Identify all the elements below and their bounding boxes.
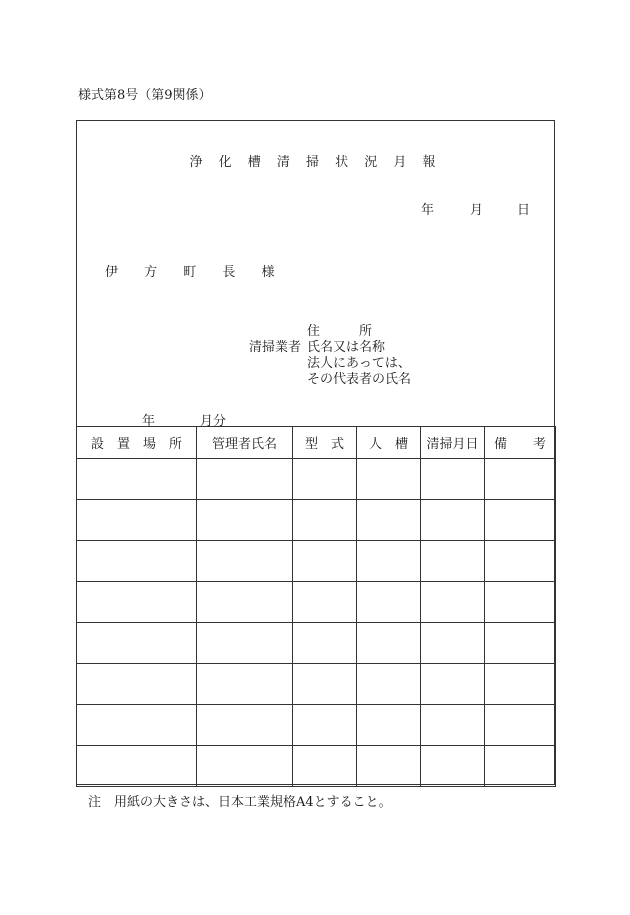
cell-capacity[interactable] xyxy=(357,459,421,500)
cell-cleaning-date[interactable] xyxy=(421,541,485,582)
table-row xyxy=(77,623,556,664)
cell-installation-location[interactable] xyxy=(77,664,197,705)
cell-manager-name[interactable] xyxy=(197,705,293,746)
cell-capacity[interactable] xyxy=(357,582,421,623)
header-capacity: 人 槽 xyxy=(357,427,421,459)
cell-remarks[interactable] xyxy=(485,664,556,705)
cell-manager-name[interactable] xyxy=(197,582,293,623)
header-model: 型 式 xyxy=(293,427,357,459)
cell-manager-name[interactable] xyxy=(197,459,293,500)
cell-remarks[interactable] xyxy=(485,459,556,500)
cell-capacity[interactable] xyxy=(357,541,421,582)
cell-remarks[interactable] xyxy=(485,705,556,746)
addressee: 伊 方 町 長 様 xyxy=(105,265,286,280)
cell-capacity[interactable] xyxy=(357,664,421,705)
table-row xyxy=(77,541,556,582)
cell-cleaning-date[interactable] xyxy=(421,500,485,541)
cell-model[interactable] xyxy=(293,705,357,746)
cell-remarks[interactable] xyxy=(485,541,556,582)
cell-manager-name[interactable] xyxy=(197,500,293,541)
date-day-label: 日 xyxy=(517,203,531,218)
form-number: 様式第8号（第9関係） xyxy=(78,88,212,103)
cell-remarks[interactable] xyxy=(485,746,556,787)
cell-capacity[interactable] xyxy=(357,623,421,664)
cell-installation-location[interactable] xyxy=(77,746,197,787)
cell-installation-location[interactable] xyxy=(77,705,197,746)
cell-installation-location[interactable] xyxy=(77,582,197,623)
cell-capacity[interactable] xyxy=(357,500,421,541)
cell-model[interactable] xyxy=(293,582,357,623)
cell-installation-location[interactable] xyxy=(77,623,197,664)
cell-cleaning-date[interactable] xyxy=(421,459,485,500)
cell-remarks[interactable] xyxy=(485,623,556,664)
cell-model[interactable] xyxy=(293,541,357,582)
cell-cleaning-date[interactable] xyxy=(421,664,485,705)
table-row xyxy=(77,500,556,541)
cell-model[interactable] xyxy=(293,664,357,705)
cell-installation-location[interactable] xyxy=(77,459,197,500)
header-installation-location: 設 置 場 所 xyxy=(77,427,197,459)
representative-note: その代表者の氏名 xyxy=(307,372,412,387)
header-remarks: 備 考 xyxy=(485,427,556,459)
cell-manager-name[interactable] xyxy=(197,623,293,664)
date-month-label: 月 xyxy=(470,203,484,218)
cell-model[interactable] xyxy=(293,500,357,541)
report-form-frame xyxy=(76,120,555,785)
corporation-note: 法人にあっては、 xyxy=(307,356,411,371)
cell-model[interactable] xyxy=(293,623,357,664)
table-row xyxy=(77,746,556,787)
cell-cleaning-date[interactable] xyxy=(421,623,485,664)
table-row xyxy=(77,664,556,705)
cell-model[interactable] xyxy=(293,459,357,500)
header-manager-name: 管理者氏名 xyxy=(197,427,293,459)
cell-remarks[interactable] xyxy=(485,582,556,623)
cell-installation-location[interactable] xyxy=(77,500,197,541)
cell-remarks[interactable] xyxy=(485,500,556,541)
table-row xyxy=(77,582,556,623)
footnote: 注 用紙の大きさは、日本工業規格A4とすること。 xyxy=(88,795,392,810)
records-table xyxy=(76,426,556,787)
header-cleaning-date: 清掃月日 xyxy=(421,427,485,459)
table-row xyxy=(77,459,556,500)
cell-cleaning-date[interactable] xyxy=(421,582,485,623)
cell-model[interactable] xyxy=(293,746,357,787)
date-year-label: 年 xyxy=(421,203,435,218)
cell-cleaning-date[interactable] xyxy=(421,746,485,787)
name-label: 氏名又は名称 xyxy=(307,340,386,355)
cell-manager-name[interactable] xyxy=(197,541,293,582)
cell-manager-name[interactable] xyxy=(197,746,293,787)
document-title: 浄 化 槽 清 掃 状 況 月 報 xyxy=(189,155,442,170)
cell-manager-name[interactable] xyxy=(197,664,293,705)
table-header-row xyxy=(77,427,556,459)
cell-capacity[interactable] xyxy=(357,746,421,787)
table-row xyxy=(77,705,556,746)
period-year-label: 年 xyxy=(142,414,156,429)
cell-installation-location[interactable] xyxy=(77,541,197,582)
cell-cleaning-date[interactable] xyxy=(421,705,485,746)
cell-capacity[interactable] xyxy=(357,705,421,746)
applicant-role: 清掃業者 xyxy=(249,340,302,355)
period-month-label: 月分 xyxy=(200,414,227,429)
address-label: 住 所 xyxy=(307,324,373,339)
